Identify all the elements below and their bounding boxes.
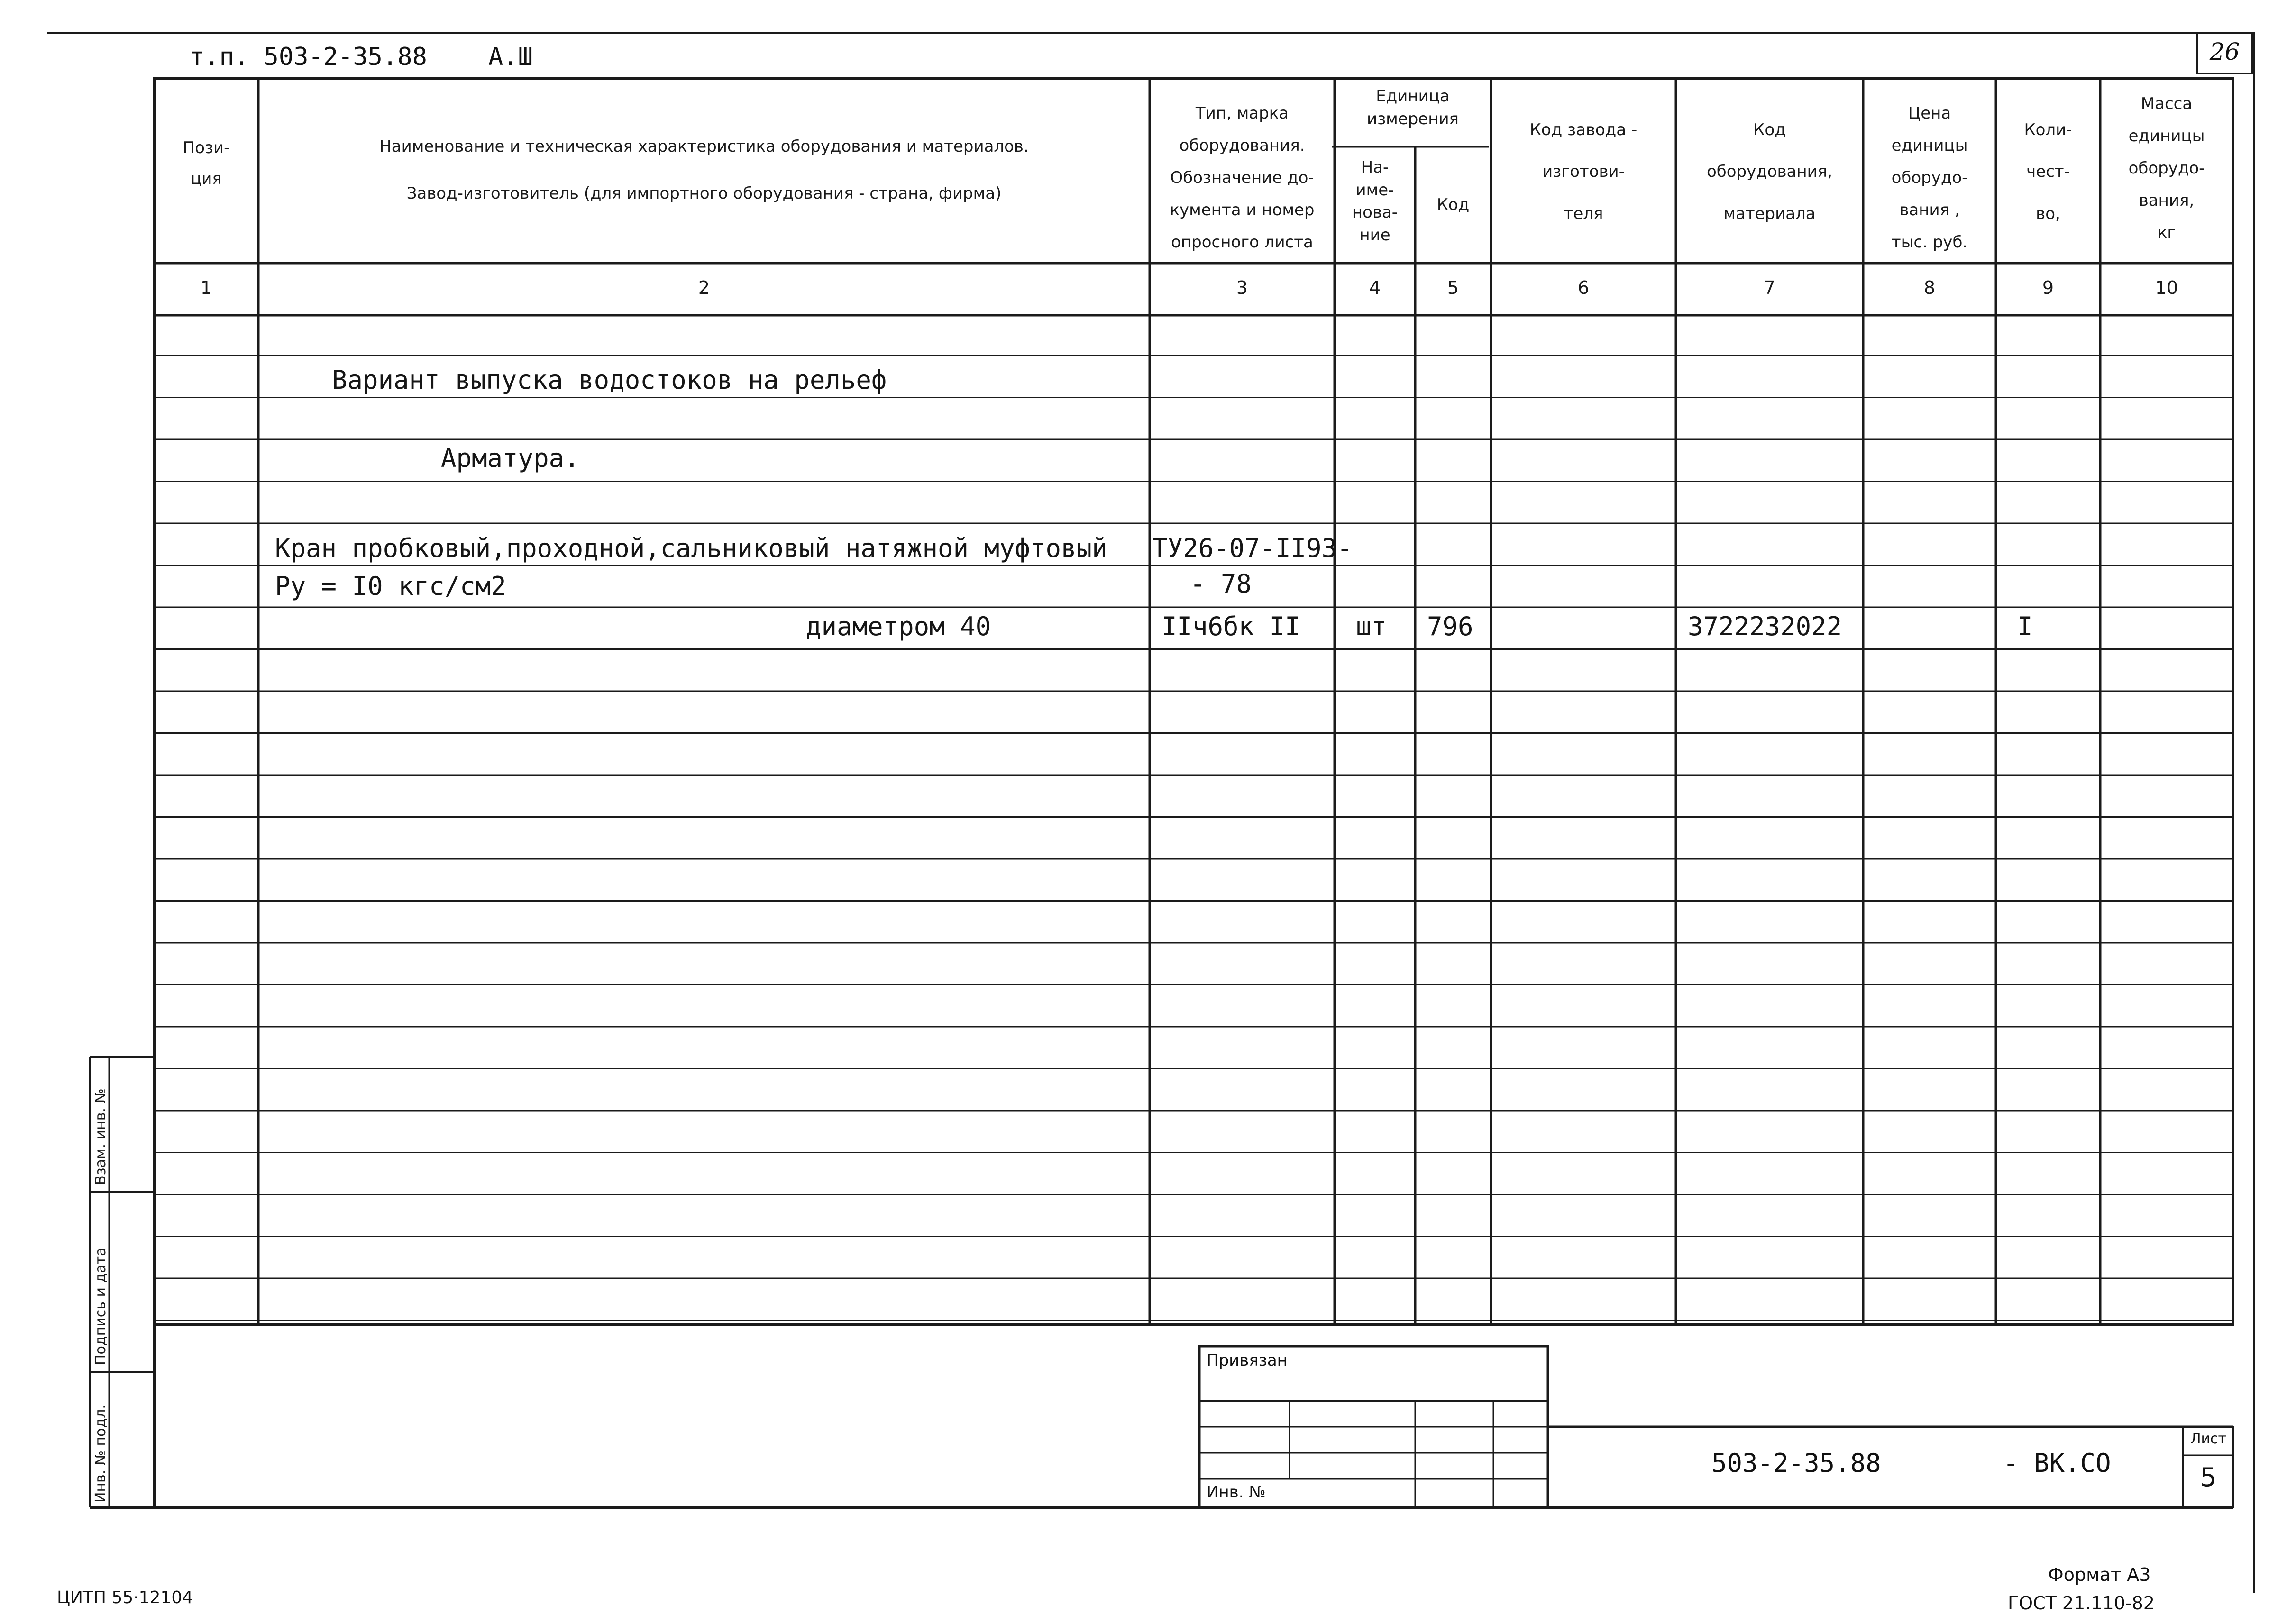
- item-doc-line-1: ТУ26-07-II93-: [1152, 533, 1353, 563]
- stamp-inv-orig: Инв. № подл.: [92, 1405, 109, 1503]
- sheet-label: Лист: [2190, 1431, 2227, 1447]
- document-suffix: - ВК.СО: [2003, 1448, 2111, 1478]
- colnum-10: 10: [2155, 277, 2178, 298]
- item-name-line-2: Ру = I0 кгс/см2: [275, 571, 506, 601]
- sheet-number: 5: [2200, 1462, 2217, 1492]
- colnum-4: 4: [1369, 277, 1381, 298]
- header-type: Тип, марка оборудования. Обозначение до- кумента и номер опросного листа: [1170, 104, 1315, 252]
- colnum-7: 7: [1764, 277, 1775, 298]
- page-number: 26: [2209, 38, 2240, 65]
- footer-gost: ГОСТ 21.110-82: [2008, 1593, 2155, 1614]
- stamp-vzam-inv: Взам. инв. №: [92, 1088, 109, 1185]
- colnum-9: 9: [2042, 277, 2054, 298]
- colnum-2: 2: [698, 277, 710, 298]
- header-name: Наименование и техническая характеристика оборудования и материалов. Завод-изготовитель (для импортного оборудования - страна, фирма): [379, 137, 1029, 203]
- colnum-3: 3: [1236, 277, 1248, 298]
- stamp-sign-date: Подпись и дата: [92, 1247, 109, 1365]
- item-name-line-1: Кран пробковый,проходной,сальниковый натяжной муфтовый: [275, 533, 1107, 563]
- footer-print-code: ЦИТП 55·12104: [57, 1588, 193, 1607]
- item-doc-line-2: - 78: [1190, 569, 1252, 599]
- project-code: т.п. 503-2-35.88: [190, 43, 427, 71]
- colnum-5: 5: [1447, 277, 1459, 298]
- header-unit-code: Код: [1436, 195, 1470, 214]
- colnum-8: 8: [1923, 277, 1936, 298]
- header-equipment-code: Код оборудования, материала: [1706, 120, 1833, 223]
- item-quantity: I: [2017, 611, 2033, 641]
- header-price: Цена единицы оборудо- вания , тыс. руб.: [1891, 104, 1968, 252]
- header-mass: Масса единицы оборудо- вания, кг: [2128, 94, 2205, 242]
- item-unit-code: 796: [1427, 611, 1473, 641]
- item-equipment-code: 3722232022: [1688, 611, 1842, 641]
- variant-heading: Вариант выпуска водостоков на рельеф: [332, 365, 887, 395]
- album-number: А.Ш: [488, 43, 533, 71]
- header-position: Пози- ция: [183, 138, 230, 188]
- colnum-1: 1: [200, 277, 212, 298]
- section-heading: Арматура.: [441, 443, 580, 473]
- header-unit-group: Единица измерения: [1366, 87, 1459, 128]
- header-quantity: Коли- чест- во,: [2024, 120, 2072, 223]
- title-inv-no: Инв. №: [1207, 1483, 1266, 1502]
- title-privyazan: Привязан: [1207, 1351, 1288, 1370]
- item-unit: шт: [1356, 611, 1387, 641]
- item-type: IIч6бк II: [1162, 611, 1300, 641]
- header-maker-code: Код завода - изготови- теля: [1529, 120, 1637, 223]
- colnum-6: 6: [1577, 277, 1590, 298]
- header-unit-name: На- име- нова- ние: [1352, 158, 1398, 245]
- document-designation: 503-2-35.88: [1711, 1448, 1881, 1478]
- item-name-line-3: диаметром 40: [806, 611, 991, 641]
- footer-format: Формат А3: [2048, 1564, 2151, 1585]
